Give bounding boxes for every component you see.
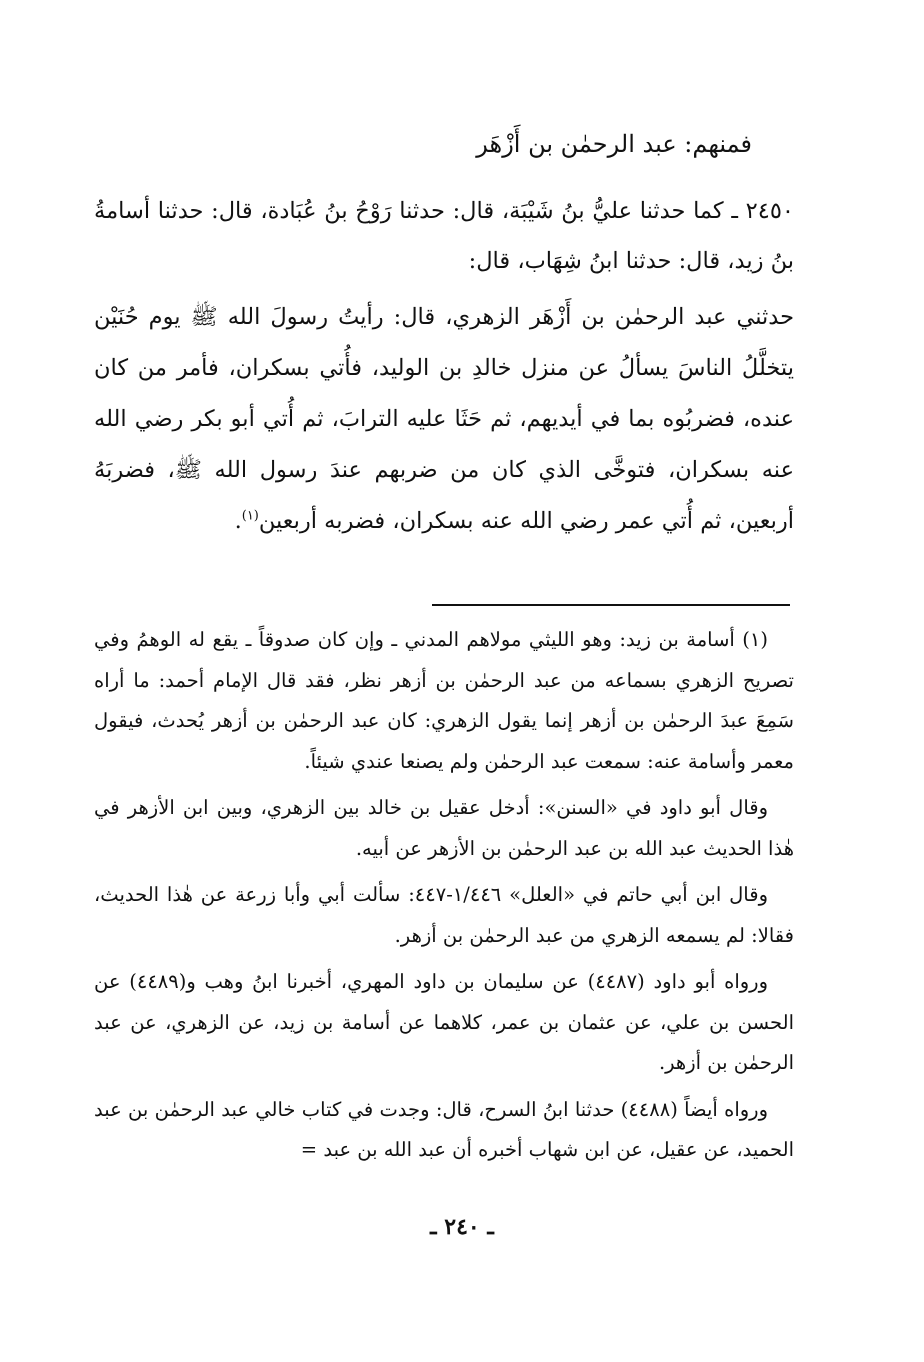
hadith-end-mark: . — [234, 508, 242, 534]
hadith-intro-text: ٢٤٥٠ ـ كما حدثنا عليُّ بنُ شَيْبَة، قال: حدثنا رَوْحُ بنُ عُبَادة، قال: حدثنا أسامةُ بنُ زيد، قال: حدثنا ابنُ شِهَاب، قال: — [94, 198, 794, 274]
hadith-matn — [94, 292, 794, 547]
hadith-body-text: حدثني عبد الرحمٰن بن أَزْهَر الزهري، قال: رأيتُ رسولَ الله ﷺ يوم حُنَيْن يتخلَّلُ الناسَ يسألُ عن منزل خالدِ بن الوليد، فأُتي بسكران، فأمر من كان عنده، فضربُوه بما في أيديهم، ثم حَثَا عليه الترابَ، ثم أُتي أبو بكر رضي الله عنه بسكران، فتوخَّى الذي كان من ضربهم عندَ رسول الله ﷺ، فضربَهُ أربعين، ثم أُتي عمر رضي الله عنه بسكران، فضربه أربعين — [94, 304, 794, 534]
page-number: ـ ٢٤٠ ـ — [430, 1214, 494, 1240]
footnote-separator — [432, 604, 790, 606]
hadith-body-paragraph — [94, 292, 794, 547]
section-heading: فمنهم: عبد الرحمٰن بن أَزْهَر — [476, 130, 752, 158]
hadith-isnad — [94, 186, 794, 286]
footnote-paragraph: ورواه أيضاً (٤٤٨٨) حدثنا ابنُ السرح، قال: وجدت في كتاب خالي عبد الرحمٰن بن عبد الحميد، عن عقيل، عن ابن شهاب أخبره أن عبد الله بن عبد = — [94, 1097, 794, 1161]
footnotes — [94, 620, 794, 1177]
footnote-paragraph: وقال ابن أبي حاتم في «العلل» ١/٤٤٦-٤٤٧: سألت أبي وأبا زرعة عن هٰذا الحديث، فقالا: لم يسمعه الزهري من عبد الرحمٰن بن أزهر. — [94, 883, 794, 947]
footnote-reference[interactable]: (١) — [241, 508, 259, 524]
footnote-paragraph: (١) أسامة بن زيد: وهو الليثي مولاهم المدني ـ وإن كان صدوقاً ـ يقع له الوهمُ وفي تصريح الزهري بسماعه من عبد الرحمٰن بن أزهر نظر، فقد قال الإمام أحمد: ما أراه سَمِعَ عبدَ الرحمٰن بن أزهر إنما يقول الزهري: كان عبد الرحمٰن بن أزهر يُحدث، فيقول معمر وأسامة عنه: سمعت عبد الرحمٰن ولم يصنعا عندي شيئاً. — [94, 628, 794, 773]
footnote-paragraph: وقال أبو داود في «السنن»: أدخل عقيل بن خالد بين الزهري، وبين ابن الأزهر في هٰذا الحديث عبد الله بن عبد الرحمٰن بن الأزهر عن أبيه. — [94, 796, 794, 860]
footnote-paragraph: ورواه أبو داود (٤٤٨٧) عن سليمان بن داود المهري، أخبرنا ابنُ وهب و(٤٤٨٩) عن الحسن بن علي، عن عثمان بن عمر، كلاهما عن أسامة بن زيد، عن الزهري، عن عبد الرحمٰن بن أزهر. — [94, 970, 794, 1074]
